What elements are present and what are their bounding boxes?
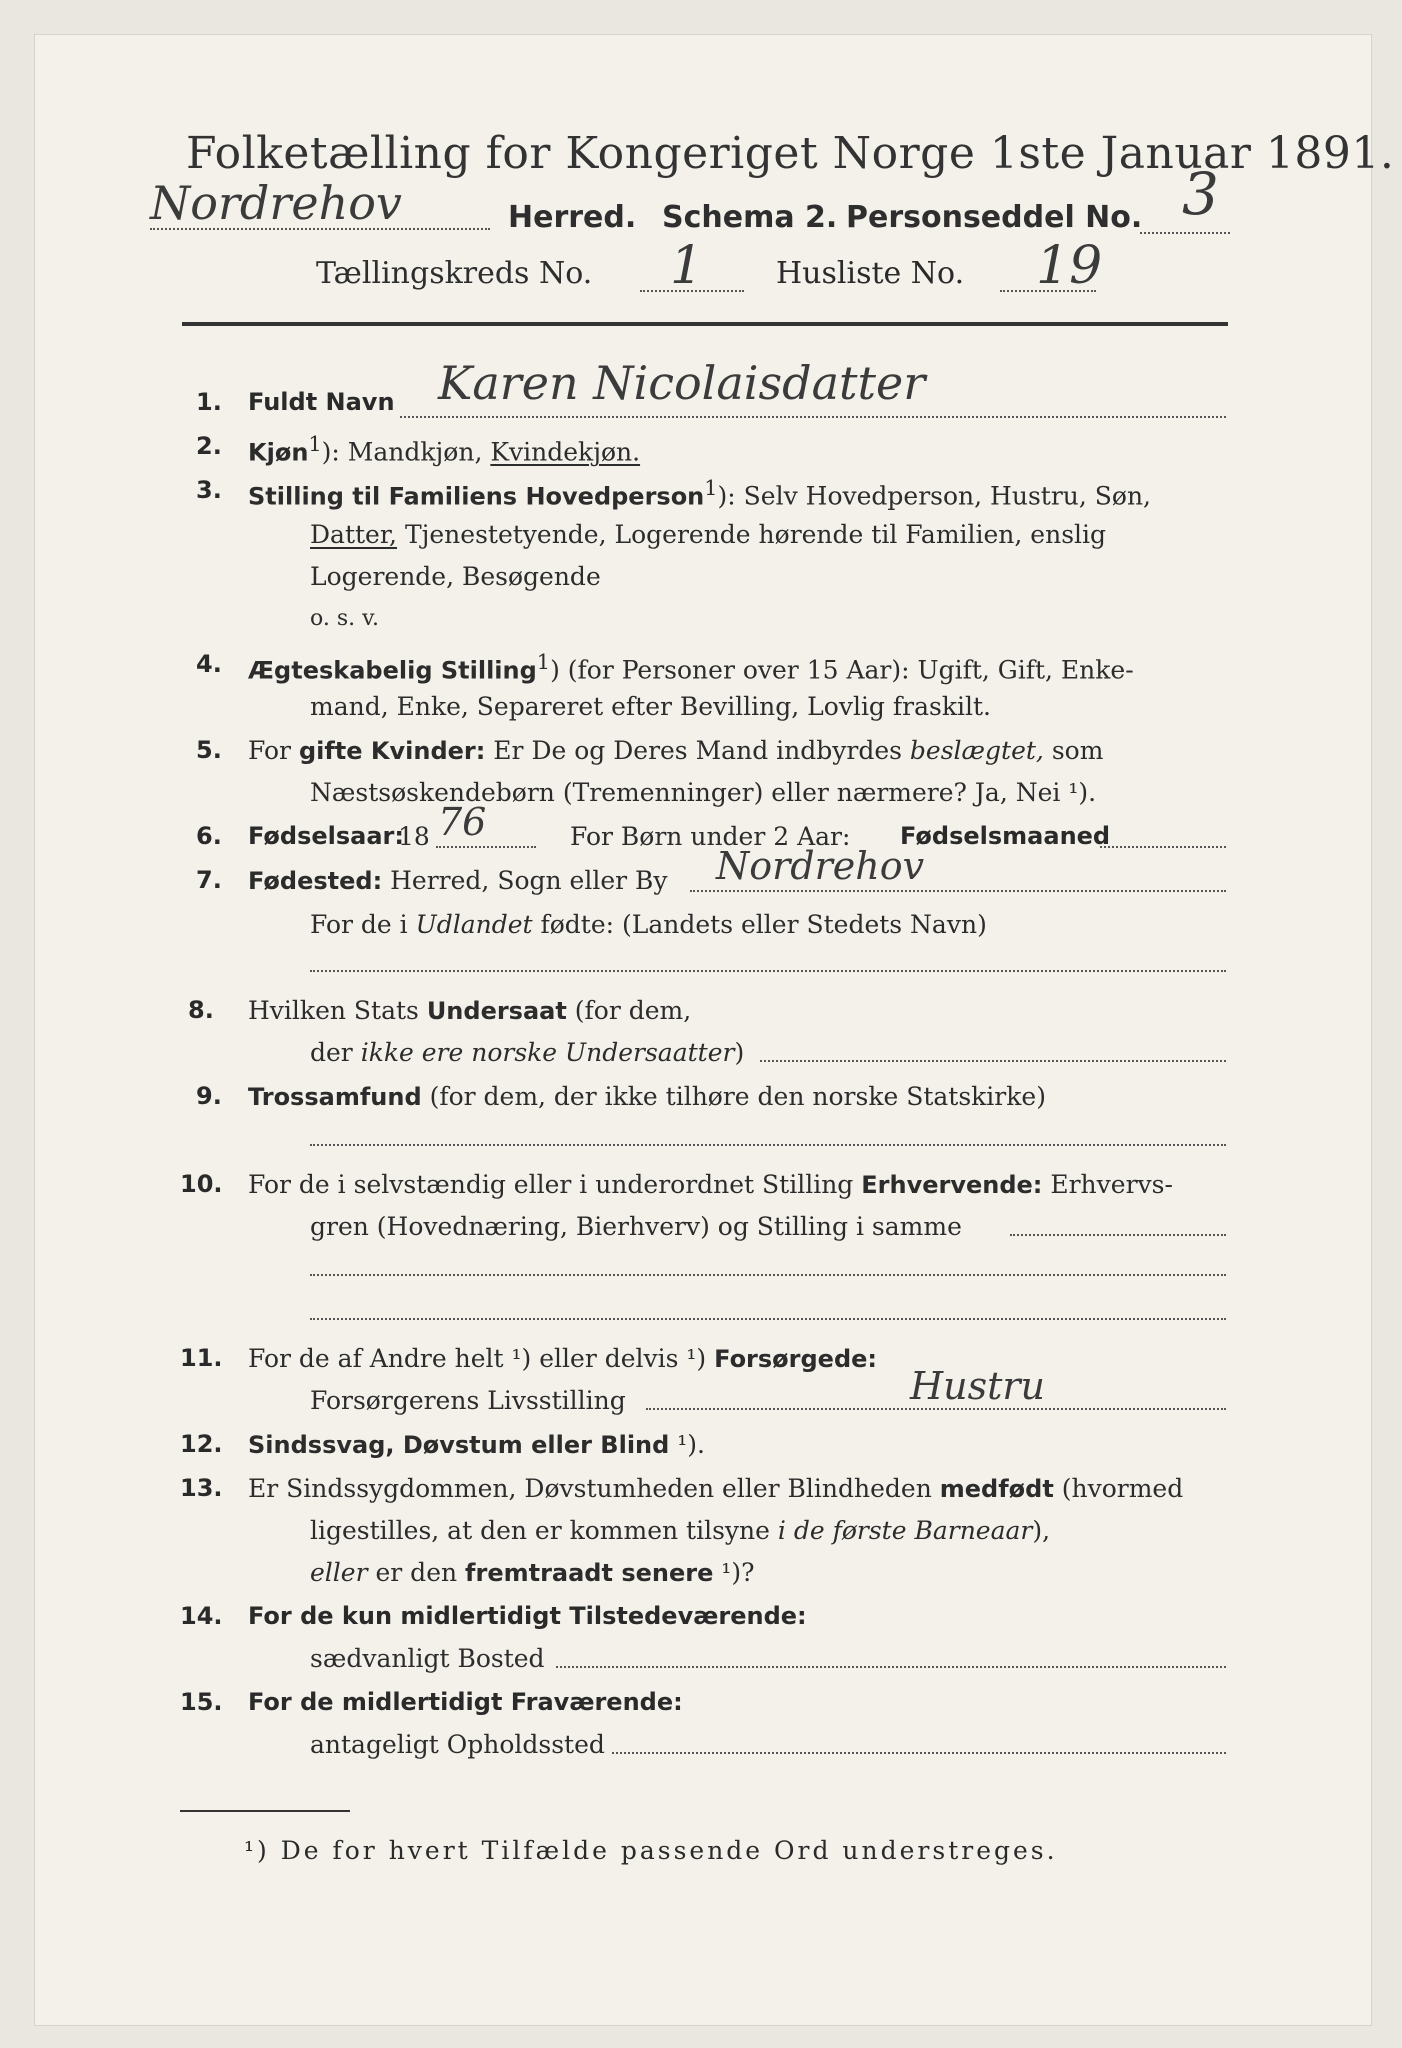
husliste-label: Husliste No. [776,256,965,291]
q7-line2 [310,910,987,939]
q7-text2-italic: Udlandet [415,910,533,939]
q3-line2 [310,520,1106,549]
footnote: ¹) De for hvert Tilfælde passende Ord understreges. [244,1836,1058,1865]
q13-line3 [310,1558,755,1587]
q11-line2: Forsørgerens Livsstilling [310,1386,626,1415]
husliste-value: 19 [1036,236,1103,296]
q13-line2 [310,1516,1050,1545]
q13-text1b: (hvormed [1053,1474,1184,1503]
q8-text2b: ) [734,1038,745,1067]
personseddel-value: 3 [1182,160,1219,228]
q15-line2: antageligt Opholdssted [310,1730,605,1759]
q6-year-value: 76 [438,800,487,844]
q3-line1 [248,476,1151,510]
q10-dotted-line3 [310,1318,1226,1320]
taellingskreds-dotted-line [640,290,744,292]
q6-label: Fødselsaar: [248,822,404,850]
q13-number: 13. [180,1474,223,1502]
q13-text2b: ), [1032,1516,1051,1545]
q14-number: 14. [180,1602,223,1630]
q7-label: Fødested: [248,867,383,895]
q3-text2: Tjenestetyende, Logerende hørende til Familien, enslig [397,520,1107,549]
q6-month-dotted-line [1100,846,1226,848]
q9-dotted-line [310,1144,1226,1146]
q5-label: gifte Kvinder: [298,737,486,765]
q12-text: ¹). [669,1430,705,1459]
q1-name-value: Karen Nicolaisdatter [438,356,926,410]
q6-year-prefix: 18 [398,822,430,851]
q7-text: Herred, Sogn eller By [382,866,668,895]
q15-dotted-line [612,1752,1226,1754]
q7-line1 [248,866,668,895]
census-form-page [34,34,1372,2026]
q14-line2: sædvanligt Bosted [310,1644,545,1673]
taellingskreds-label: Tællingskreds No. [316,256,593,291]
q13-text3-italic: eller [310,1558,368,1587]
q4-line2: mand, Enke, Separeret efter Bevilling, Lovlig fraskilt. [310,692,991,721]
q12-label: Sindssvag, Døvstum eller Blind [248,1431,670,1459]
q13-text3a: er den [367,1558,466,1587]
q3-line3: Logerende, Besøgende [310,562,601,591]
q15-number: 15. [180,1688,223,1716]
q12-number: 12. [180,1430,223,1458]
q8-pre: Hvilken Stats [248,996,427,1025]
q2-line [248,432,640,466]
herred-dotted-line [150,228,490,230]
q11-dotted-line [646,1408,1226,1410]
q13-label: medfødt [939,1475,1054,1503]
q8-text2-italic: ikke ere norske Undersaatter [360,1038,735,1067]
q11-handwritten-value: Hustru [910,1364,1046,1408]
q13-text2-italic: i de første Barneaar [777,1516,1033,1545]
q8-dotted-line [760,1060,1226,1062]
q6-number: 6. [196,822,222,850]
q6-year-dotted-line [436,846,536,848]
q5-text1a: Er De og Deres Mand indbyrdes [485,736,910,765]
q2-text: ): Mandkjøn, [321,437,491,467]
q3-number: 3. [196,476,222,504]
q2-label: Kjøn [248,438,309,467]
q5-pre: For [248,736,299,765]
q4-line1 [248,650,1134,684]
q14-label: For de kun midlertidigt Tilstedeværende: [248,1602,807,1630]
q1-dotted-line [400,416,1226,418]
q11-label: Forsørgede: [714,1345,878,1373]
q2-number: 2. [196,432,222,460]
q7-birthplace-value: Nordrehov [716,844,925,888]
header-divider [182,322,1228,326]
q15-label: For de midlertidigt Fraværende: [248,1688,683,1716]
q14-dotted-line [556,1666,1226,1668]
q7-abroad-dotted-line [310,970,1226,972]
q1-label: Fuldt Navn [248,388,395,416]
q3-sup: 1 [704,476,718,500]
q4-text1: ) (for Personer over 15 Aar): Ugift, Gift, Enke- [550,655,1134,685]
q10-dotted-line2 [310,1274,1226,1276]
footnote-divider [180,1810,350,1812]
q3-label: Stilling til Familiens Hovedperson [248,482,705,511]
q9-label: Trossamfund [248,1083,422,1111]
q13-text1a: Er Sindssygdommen, Døvstumheden eller Blindheden [248,1474,940,1503]
q9-line1 [248,1082,1046,1111]
q10-number: 10. [180,1170,223,1198]
husliste-dotted-line [1000,290,1096,292]
q11-text1a: For de af Andre helt ¹) eller delvis ¹) [248,1344,715,1373]
q1-number: 1. [196,388,222,416]
q5-text1b: som [1043,736,1104,765]
q6-label2: Fødselsmaaned [900,822,1111,850]
q7-text2b: fødte: (Landets eller Stedets Navn) [532,910,987,939]
q4-label: Ægteskabelig Stilling [248,656,537,685]
q9-number: 9. [196,1082,222,1110]
q6-mid-text: For Børn under 2 Aar: [570,822,851,851]
q10-text1a: For de i selvstændig eller i underordnet Stilling [248,1170,862,1199]
form-title: Folketælling for Kongeriget Norge 1ste Januar 1891. [186,128,1395,179]
q2-sup: 1 [308,432,322,456]
q8-line2 [310,1038,744,1067]
personseddel-dotted-line [1140,232,1230,234]
q11-line1 [248,1344,877,1373]
q3-underlined-answer: Datter, [310,520,397,549]
q4-sup: 1 [536,650,551,674]
q13-label2: fremtraadt senere [465,1559,714,1587]
q12-line1 [248,1430,705,1459]
q2-underlined-answer: Kvindekjøn. [490,437,641,467]
q8-text1: (for dem, [566,996,692,1025]
personseddel-label: Personseddel No. [846,200,1143,235]
q7-number: 7. [196,866,222,894]
q8-line1 [248,996,691,1025]
q7-dotted-line [690,890,1226,892]
q5-number: 5. [196,736,222,764]
q8-label: Undersaat [426,997,567,1025]
q3-text1: ): Selv Hovedperson, Hustru, Søn, [717,481,1152,511]
q9-text: (for dem, der ikke tilhøre den norske Statskirke) [421,1082,1046,1111]
q10-label: Erhvervende: [861,1171,1043,1199]
q11-number: 11. [180,1344,223,1372]
q8-number: 8. [188,996,214,1024]
q13-text3b: ¹)? [713,1558,755,1587]
taellingskreds-value: 1 [670,236,704,296]
q7-text2a: For de i [310,910,416,939]
q8-text2a: der [310,1038,361,1067]
q10-text1b: Erhvervs- [1042,1170,1173,1199]
q3-line4: o. s. v. [310,606,379,631]
herred-handwritten-value: Nordrehov [150,176,402,230]
q13-line1 [248,1474,1183,1503]
q13-text2a: ligestilles, at den er kommen tilsyne [310,1516,778,1545]
q5-text1-italic: beslægtet, [909,736,1044,765]
q5-line1 [248,736,1103,765]
q5-line2: Næstsøskendebørn (Tremenninger) eller nærmere? Ja, Nei ¹). [310,778,1097,807]
q4-number: 4. [196,650,222,678]
herred-label: Herred. [508,200,637,235]
schema-label: Schema 2. [662,200,838,235]
q10-line1 [248,1170,1173,1199]
q10-line2: gren (Hovednæring, Bierhverv) og Stilling i samme [310,1212,962,1241]
q10-dotted-line1 [1010,1234,1226,1236]
